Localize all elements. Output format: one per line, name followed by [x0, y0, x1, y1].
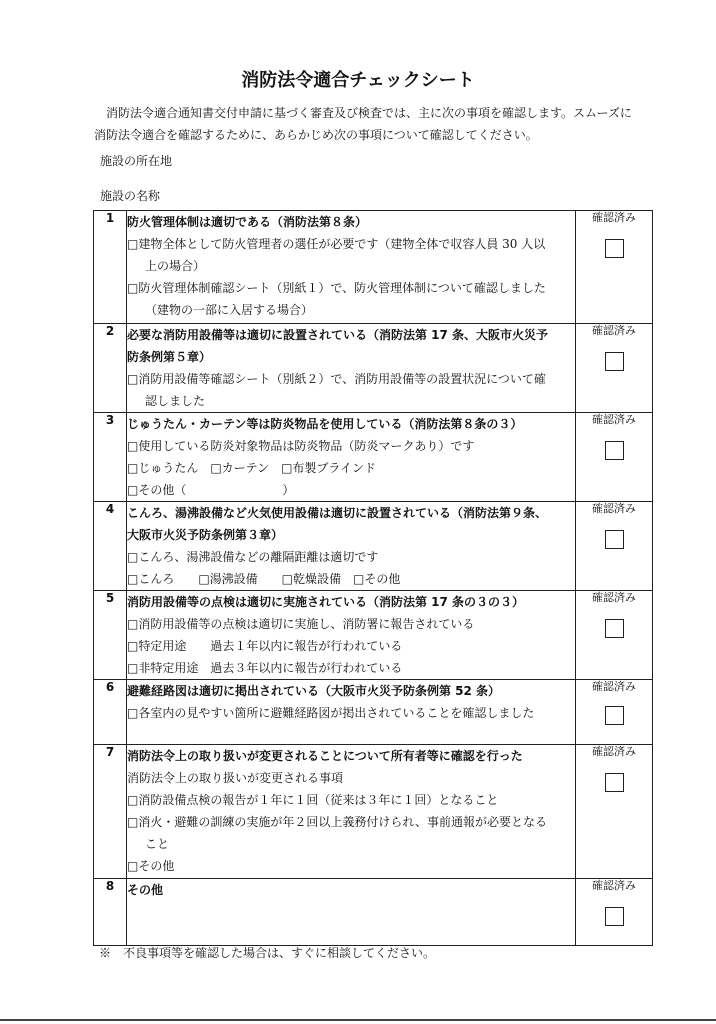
checklist-table: [93, 210, 653, 946]
confirm-cell: [576, 211, 653, 324]
item-heading: じゅうたん・カーテン等は防炎物品を使用している（消防法第８条の３）: [127, 417, 523, 431]
item-body: [127, 211, 576, 324]
item-line: 消防法令上の取り扱いが変更される事項: [127, 771, 344, 785]
item-number: 6: [94, 680, 127, 745]
item-body: [127, 413, 576, 502]
confirm-label: 確認済み: [592, 745, 636, 758]
item-line: □消火・避難の訓練の実施が年２回以上義務付けられ、事前通報が必要となる: [127, 815, 548, 829]
item-line: （建物の一部に入居する場合）: [145, 303, 314, 317]
checklist-item-6: [94, 680, 653, 745]
item-heading: 防火管理体制は適切である（消防法第８条）: [127, 215, 368, 229]
footer-note: ※ 不良事項等を確認した場合は、すぐに相談してください。: [99, 946, 436, 960]
confirm-checkbox[interactable]: [605, 352, 624, 371]
item-line: □消防用設備等確認シート（別紙２）で、消防用設備等の設置状況について確: [127, 372, 546, 386]
item-body: [127, 680, 576, 745]
confirm-checkbox[interactable]: [605, 773, 624, 792]
confirm-cell: [576, 680, 653, 745]
item-line: 認しました: [145, 394, 206, 408]
item-heading: その他: [127, 883, 164, 897]
item-body: [127, 879, 576, 946]
item-line: □使用している防炎対象物品は防炎物品（防炎マークあり）です: [127, 439, 475, 453]
item-line: □消防設備点検の報告が１年に１回（従来は３年に１回）となること: [127, 793, 499, 807]
item-number: 7: [94, 745, 127, 879]
item-heading-cont: 防条例第５章）: [127, 350, 212, 364]
item-number: 4: [94, 502, 127, 591]
intro-text: 消防法令適合通知書交付申請に基づく審査及び検査では、主に次の事項を確認します。スムーズに消防法令適合を確認するために、あらかじめ次の事項について確認してください。: [94, 106, 632, 142]
item-body: [127, 591, 576, 680]
confirm-checkbox[interactable]: [605, 239, 624, 258]
item-line: □建物全体として防火管理者の選任が必要です（建物全体で収容人員 30 人以: [127, 237, 546, 251]
confirm-checkbox[interactable]: [605, 619, 624, 638]
confirm-cell: [576, 413, 653, 502]
checklist-item-7: [94, 745, 653, 879]
item-line: □各室内の見やすい箇所に避難経路図が掲出されていることを確認しました: [127, 706, 535, 720]
confirm-cell: [576, 502, 653, 591]
confirm-checkbox[interactable]: [605, 907, 624, 926]
confirm-label: 確認済み: [592, 591, 636, 604]
checklist-item-5: [94, 591, 653, 680]
confirm-cell: [576, 879, 653, 946]
item-line: こと: [145, 837, 170, 851]
confirm-checkbox[interactable]: [605, 441, 624, 460]
item-heading: 消防用設備等の点検は適切に実施されている（消防法第 17 条の３の３）: [127, 595, 525, 609]
item-line: □その他（ ）: [127, 483, 295, 497]
checklist-item-2: [94, 324, 653, 413]
page-title: 消防法令適合チェックシート: [241, 70, 475, 91]
item-heading-cont: 大阪市火災予防条例第３章）: [127, 528, 284, 542]
item-heading: 必要な消防用設備等は適切に設置されている（消防法第 17 条、大阪市火災予: [127, 328, 549, 342]
item-body: [127, 324, 576, 413]
confirm-label: 確認済み: [592, 680, 636, 693]
checklist-item-1: [94, 211, 653, 324]
checklist-item-3: [94, 413, 653, 502]
item-body: [127, 745, 576, 879]
confirm-cell: [576, 745, 653, 879]
confirm-cell: [576, 591, 653, 680]
item-heading: こんろ、湯沸設備など火気使用設備は適切に設置されている（消防法第９条、: [127, 506, 548, 520]
item-line: □こんろ、湯沸設備などの離隔距離は適切です: [127, 550, 379, 564]
item-body: [127, 502, 576, 591]
confirm-label: 確認済み: [592, 502, 636, 515]
item-heading: 消防法令上の取り扱いが変更されることについて所有者等に確認を行った: [127, 749, 523, 763]
item-line: □じゅうたん □カーテン □布製ブラインド: [127, 461, 377, 475]
confirm-cell: [576, 324, 653, 413]
bottom-divider: [0, 1019, 716, 1021]
item-line: □その他: [127, 859, 175, 873]
facility-location-label: 施設の所在地: [100, 154, 173, 168]
item-number: 2: [94, 324, 127, 413]
confirm-label: 確認済み: [592, 879, 636, 892]
confirm-label: 確認済み: [592, 413, 636, 426]
item-number: 3: [94, 413, 127, 502]
item-line: □消防用設備等の点検は適切に実施し、消防署に報告されている: [127, 617, 475, 631]
item-line: 上の場合）: [145, 259, 206, 273]
confirm-label: 確認済み: [592, 324, 636, 337]
item-line: □特定用途 過去１年以内に報告が行われている: [127, 639, 403, 653]
confirm-checkbox[interactable]: [605, 706, 624, 725]
facility-name-label: 施設の名称: [100, 189, 161, 203]
checklist-item-4: [94, 502, 653, 591]
confirm-label: 確認済み: [592, 211, 636, 224]
item-line: □非特定用途 過去３年以内に報告が行われている: [127, 661, 403, 675]
item-heading: 避難経路図は適切に掲出されている（大阪市火災予防条例第 52 条）: [127, 684, 501, 698]
item-line: □防火管理体制確認シート（別紙１）で、防火管理体制について確認しました: [127, 281, 546, 295]
item-line: □こんろ □湯沸設備 □乾燥設備 □その他: [127, 572, 401, 586]
item-number: 1: [94, 211, 127, 324]
checklist-item-8: [94, 879, 653, 946]
confirm-checkbox[interactable]: [605, 530, 624, 549]
item-number: 5: [94, 591, 127, 680]
item-number: 8: [94, 879, 127, 946]
